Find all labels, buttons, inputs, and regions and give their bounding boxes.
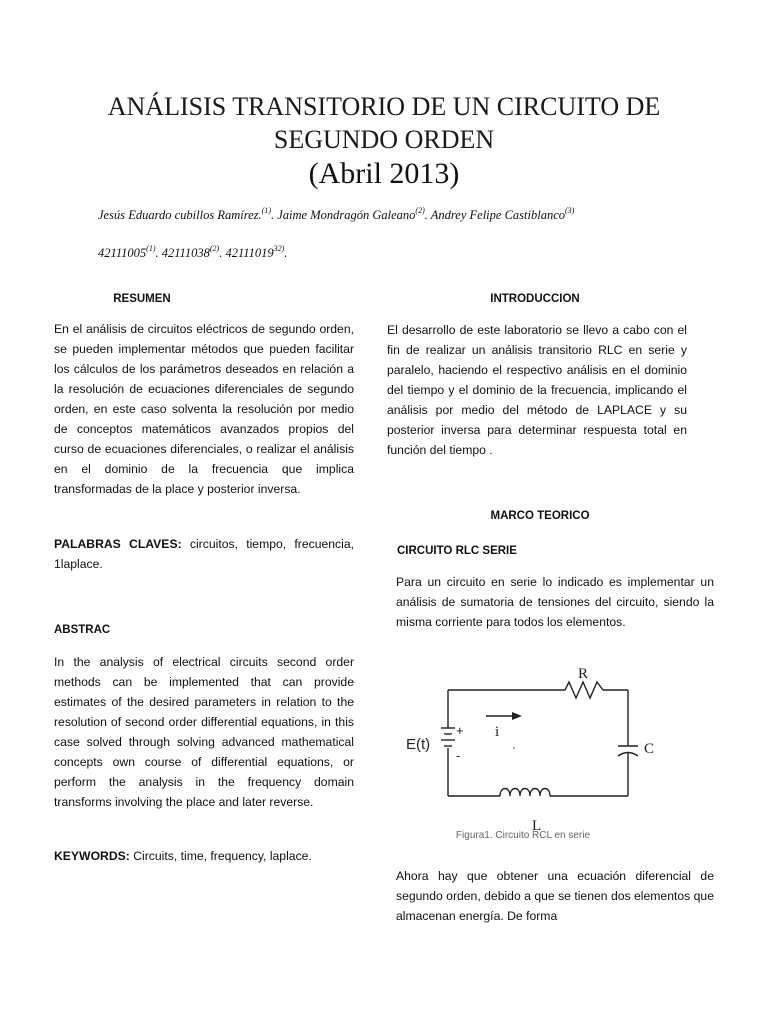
resumen-keywords (54, 534, 354, 574)
source-label: E(t) (406, 736, 431, 753)
student-id: 42111038 (161, 246, 210, 260)
resumen-section (54, 319, 354, 499)
keywords-label: PALABRAS CLAVES: (54, 537, 182, 551)
author-list: Jesús Eduardo cubillos Ramírez.$^{(1)}$. Jaime Mondragón Galeano$^{(2)}$. Andrey Felipe Castiblanco$^{(3)}$ (98, 206, 575, 222)
paper-title (0, 90, 768, 156)
current-label: i (495, 724, 500, 740)
figure-caption: Figura1. Circuito RCL en serie (455, 830, 591, 841)
student-id-list: 42111005$^{(1)}$. 42111038$^{(2)}$. 42111019$^{32)}$. (98, 244, 288, 260)
paper-date: (Abril 2013) (308, 157, 460, 190)
student-id-sup: 32) (273, 244, 285, 253)
marco-subheading: CIRCUITO RLC SERIE (397, 545, 517, 557)
student-id-sup: (2) (209, 244, 220, 253)
author-sup: (2) (415, 206, 425, 215)
marco-heading: MARCO TEORICO (490, 510, 590, 522)
abstrac-section (54, 652, 354, 812)
marco-continuation (396, 866, 714, 926)
marco-body: Para un circuito en serie lo indicado es implementar un análisis de sumatoria de tensiones del circuito, siendo la misma corriente para todos los elementos. (396, 575, 714, 629)
abstrac-body: In the analysis of electrical circuits second order methods can be implemented that can provide estimates of the desired parameters in relation to the resolution of second order differential equations, in this case solved through solving advanced mathematical concepts own course of differential equations, or perform the analysis in the frequency domain transforms involving the place and later reverse. (54, 655, 354, 809)
source-plus-label: + (456, 723, 464, 738)
author-sup: (3) (565, 206, 575, 215)
introduccion-heading: INTRODUCCION (490, 293, 580, 305)
capacitor-label: C (644, 741, 655, 757)
keywords-label: KEYWORDS: (54, 849, 130, 863)
author-sup: (1) (261, 206, 271, 215)
student-id-sup: (1) (146, 244, 156, 253)
keywords-text: circuitos, tiempo, frecuencia, 1laplace. (54, 537, 355, 571)
abstrac-heading-wrap (54, 620, 354, 640)
student-id: 42111005 (98, 246, 147, 260)
author-name: Jaime Mondragón Galeano (277, 208, 416, 222)
marco-body-2: Ahora hay que obtener una ecuación diferencial de segundo orden, debido a que se tienen dos elementos que almacenan energía. De forma (396, 869, 714, 923)
rlc-circuit-diagram (400, 658, 690, 848)
current-arrow-head (512, 712, 522, 720)
inductor-label: L (532, 818, 542, 834)
introduccion-section (387, 320, 687, 460)
resumen-body: En el análisis de circuitos eléctricos de segundo orden, se pueden implementar métodos que pueden facilitar los cálculos de los parámetros deseados en relación a la resolución de ecuaciones diferenciales de segundo orden, en este caso solventa la resolución por medio de conceptos matemáticos avanzados propios del curso de ecuaciones diferenciales, o realizar el análisis en el dominio de la frecuencia que implica transformadas de la place y posterior inversa. (54, 322, 354, 496)
title-line-1: ANÁLISIS TRANSITORIO DE UN CIRCUITO DE (107, 92, 661, 121)
abstrac-keywords (54, 846, 354, 866)
author-name: Andrey Felipe Castiblanco (430, 208, 565, 222)
title-line-2: SEGUNDO ORDEN (273, 125, 495, 154)
student-id: 42111019 (225, 246, 274, 260)
source-minus-label: - (456, 748, 461, 763)
marco-subheading-wrap (397, 541, 697, 561)
stray-dot (513, 747, 515, 749)
marco-section (396, 572, 714, 632)
introduccion-body: El desarrollo de este laboratorio se llevo a cabo con el fin de realizar un análisis transitorio RLC en serie y paralelo, haciendo el respectivo análisis en el dominio del tiempo y el dominio de la frecuencia, implicando el análisis por medio del método de LAPLACE y su posterior inversa para determinar respuesta total en función del tiempo . (387, 323, 687, 457)
inductor-symbol (500, 789, 550, 797)
keywords-text: Circuits, time, frequency, laplace. (129, 849, 312, 863)
abstrac-heading: ABSTRAC (54, 624, 111, 636)
resistor-label: R (578, 666, 589, 682)
resumen-heading: RESUMEN (113, 293, 171, 305)
author-name: Jesús Eduardo cubillos Ramírez. (98, 208, 262, 222)
resistor-symbol (565, 682, 603, 698)
